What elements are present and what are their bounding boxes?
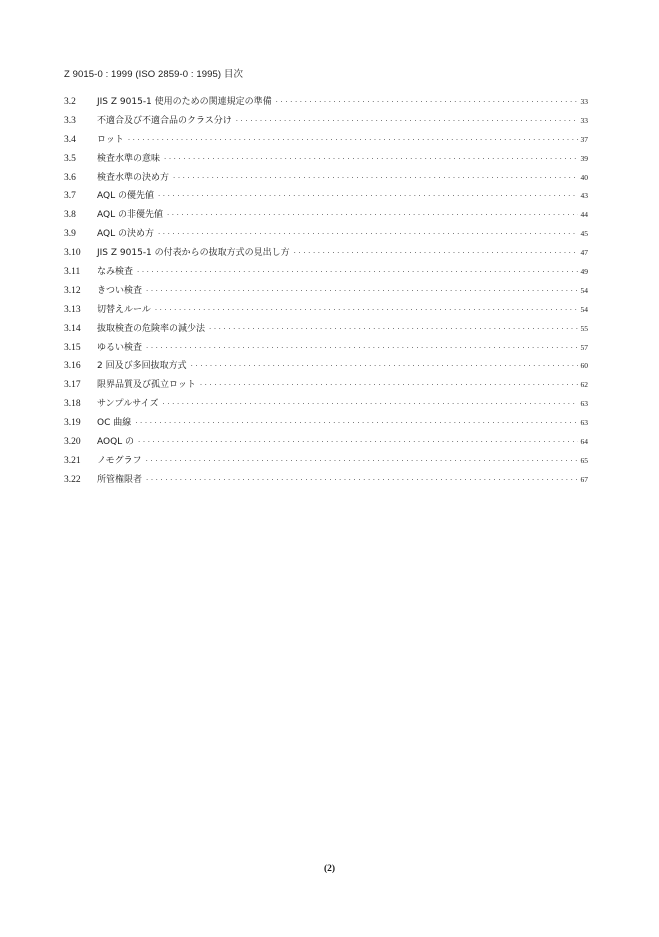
toc-entry[interactable] bbox=[64, 453, 588, 472]
toc-entry-title: なみ検査 bbox=[97, 267, 134, 278]
toc-entry-page: 43 bbox=[580, 191, 588, 201]
toc-entry-number: 3.10 bbox=[64, 248, 81, 259]
toc-entry-title: 検査水準の意味 bbox=[97, 153, 161, 164]
toc-entry-page: 54 bbox=[580, 304, 588, 314]
toc-entry-title: 限界品質及び孤立ロット bbox=[97, 380, 196, 391]
toc-dot-leader bbox=[146, 476, 577, 484]
toc-entry-title: ロット bbox=[97, 134, 124, 145]
toc-entry[interactable] bbox=[64, 358, 588, 377]
toc-entry-title: サンプルサイズ bbox=[97, 399, 159, 410]
toc-entry[interactable] bbox=[64, 472, 588, 491]
running-header: Z 9015-0 : 1999 (ISO 2859-0 : 1995) 目次 bbox=[64, 69, 244, 80]
toc-entry-page: 39 bbox=[580, 153, 588, 163]
toc-entry-page: 55 bbox=[580, 323, 588, 333]
toc-entry-number: 3.17 bbox=[64, 380, 81, 391]
toc-entry-number: 3.11 bbox=[64, 267, 81, 278]
toc-entry-number: 3.15 bbox=[64, 342, 81, 353]
toc-entry-title: 切替えルール bbox=[97, 304, 151, 315]
toc-dot-leader bbox=[137, 268, 577, 276]
toc-entry[interactable] bbox=[64, 340, 588, 359]
toc-entry[interactable] bbox=[64, 245, 588, 264]
toc-dot-leader bbox=[138, 438, 577, 446]
toc-entry-number: 3.7 bbox=[64, 191, 76, 202]
toc-dot-leader bbox=[200, 381, 578, 389]
toc-entry-number: 3.16 bbox=[64, 361, 81, 372]
toc-entry[interactable] bbox=[64, 207, 588, 226]
toc-entry-page: 40 bbox=[580, 172, 588, 182]
toc-entry-page: 33 bbox=[580, 115, 588, 125]
toc-entry-number: 3.13 bbox=[64, 304, 81, 315]
toc-entry[interactable] bbox=[64, 377, 588, 396]
toc-dot-leader bbox=[146, 344, 577, 352]
toc-entry-title: AOQL の bbox=[97, 437, 135, 448]
toc-entry-page: 44 bbox=[580, 210, 588, 220]
toc-entry-title: AQL の決め方 bbox=[97, 229, 154, 240]
toc-entry-title: 不適合及び不適合品のクラス分け bbox=[97, 115, 232, 126]
toc-entry-page: 63 bbox=[580, 399, 588, 409]
toc-entry-page: 63 bbox=[580, 418, 588, 428]
toc-dot-leader bbox=[236, 117, 578, 125]
toc-entry[interactable] bbox=[64, 264, 588, 283]
toc-dot-leader bbox=[135, 419, 577, 427]
toc-entry-number: 3.3 bbox=[64, 115, 76, 126]
toc-entry-page: 64 bbox=[580, 437, 588, 447]
toc-dot-leader bbox=[162, 400, 577, 408]
toc-entry[interactable] bbox=[64, 132, 588, 151]
toc-entry[interactable] bbox=[64, 415, 588, 434]
toc-entry-page: 60 bbox=[580, 361, 588, 371]
toc-entry-number: 3.22 bbox=[64, 474, 81, 485]
toc-dot-leader bbox=[209, 325, 577, 333]
toc-dot-leader bbox=[276, 98, 578, 106]
toc-dot-leader bbox=[158, 192, 578, 200]
toc-entry[interactable] bbox=[64, 94, 588, 113]
toc-entry-number: 3.14 bbox=[64, 323, 81, 334]
toc-entry-number: 3.21 bbox=[64, 455, 81, 466]
toc-entry-number: 3.4 bbox=[64, 134, 76, 145]
toc-entry-page: 57 bbox=[580, 342, 588, 352]
toc-entry-title: きつい検査 bbox=[97, 285, 143, 296]
toc-entry-page: 67 bbox=[580, 474, 588, 484]
toc-entry[interactable] bbox=[64, 113, 588, 132]
toc-entry[interactable] bbox=[64, 321, 588, 340]
toc-entry-number: 3.12 bbox=[64, 285, 81, 296]
toc-entry-title: JIS Z 9015-1 使用のための関連規定の準備 bbox=[97, 97, 272, 107]
toc-dot-leader bbox=[128, 136, 578, 144]
toc-entry-title: AQL の優先値 bbox=[97, 191, 154, 202]
toc-entry[interactable] bbox=[64, 434, 588, 453]
toc-entry-number: 3.18 bbox=[64, 399, 81, 410]
toc-dot-leader bbox=[191, 362, 578, 370]
toc-entry[interactable] bbox=[64, 151, 588, 170]
toc-entry-number: 3.9 bbox=[64, 229, 76, 240]
toc-dot-leader bbox=[167, 211, 578, 219]
toc-dot-leader bbox=[173, 174, 577, 182]
toc-entry-title: 検査水準の決め方 bbox=[97, 172, 170, 183]
toc-dot-leader bbox=[146, 457, 578, 465]
toc-entry-page: 33 bbox=[580, 97, 588, 106]
toc-entry-number: 3.5 bbox=[64, 153, 76, 164]
toc-entry-title: JIS Z 9015-1 の付表からの抜取方式の見出し方 bbox=[97, 248, 290, 259]
table-of-contents bbox=[64, 94, 588, 491]
toc-entry[interactable] bbox=[64, 302, 588, 321]
toc-entry-page: 49 bbox=[580, 267, 588, 277]
toc-entry-title: 所管権限者 bbox=[97, 474, 143, 485]
toc-dot-leader bbox=[158, 230, 578, 238]
toc-entry-page: 54 bbox=[580, 285, 588, 295]
toc-entry[interactable] bbox=[64, 396, 588, 415]
toc-entry-number: 3.8 bbox=[64, 210, 76, 221]
toc-entry-title: 2 回及び多回抜取方式 bbox=[97, 361, 187, 372]
toc-dot-leader bbox=[146, 287, 577, 295]
toc-entry-page: 45 bbox=[580, 229, 588, 239]
toc-entry[interactable] bbox=[64, 226, 588, 245]
page-number: (2) bbox=[323, 864, 336, 874]
toc-entry-title: OC 曲線 bbox=[97, 418, 132, 429]
toc-dot-leader bbox=[155, 306, 578, 314]
toc-entry-title: ゆるい検査 bbox=[97, 342, 143, 353]
toc-entry-number: 3.20 bbox=[64, 437, 81, 448]
toc-dot-leader bbox=[164, 155, 577, 163]
toc-entry-number: 3.19 bbox=[64, 418, 81, 429]
toc-entry-title: 抜取検査の危険率の減少法 bbox=[97, 323, 206, 334]
toc-entry-number: 3.6 bbox=[64, 172, 76, 183]
toc-entry-number: 3.2 bbox=[64, 97, 76, 107]
toc-entry[interactable] bbox=[64, 170, 588, 189]
toc-entry-title: AQL の非優先値 bbox=[97, 210, 163, 221]
toc-entry-page: 65 bbox=[580, 455, 588, 465]
toc-entry[interactable] bbox=[64, 283, 588, 302]
toc-entry[interactable] bbox=[64, 188, 588, 207]
toc-entry-page: 62 bbox=[580, 380, 588, 390]
toc-entry-page: 37 bbox=[580, 134, 588, 144]
toc-entry-page: 47 bbox=[580, 248, 588, 258]
toc-entry-title: ノモグラフ bbox=[97, 455, 142, 466]
toc-dot-leader bbox=[294, 249, 578, 257]
